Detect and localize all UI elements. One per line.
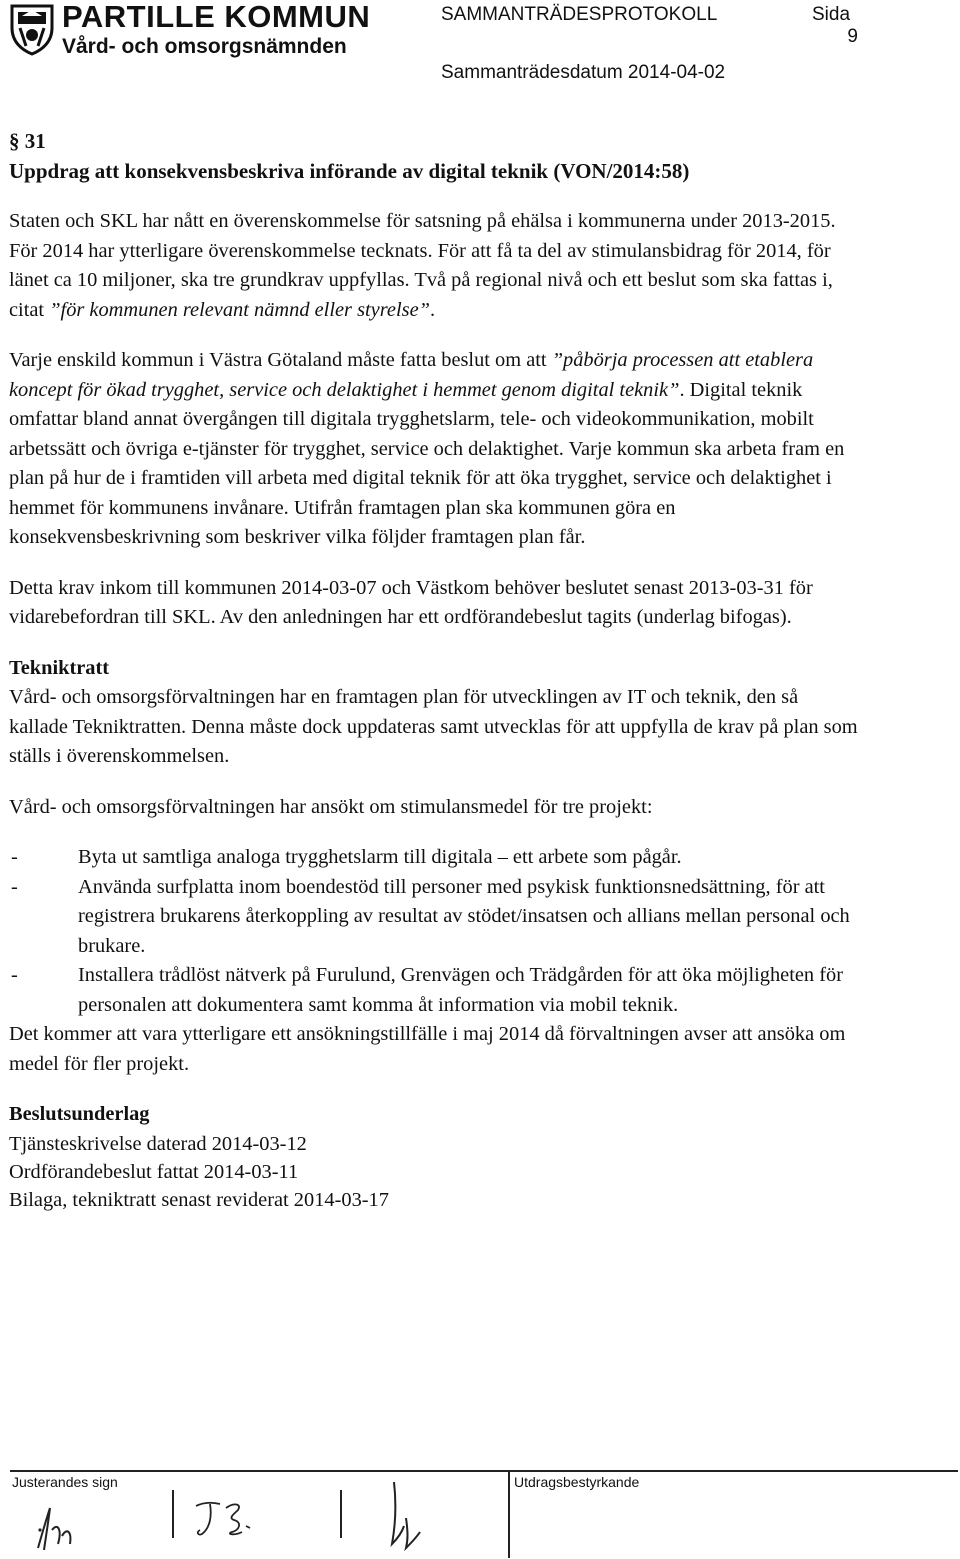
list-item: - Installera trådlöst nätverk på Furulund, Grenvägen och Trädgården för att öka möjligheten för personalen att dokumentera samt komma åt information via mobil teknik. <box>9 961 859 1020</box>
organization-name: PARTILLE KOMMUN <box>62 0 371 34</box>
municipality-coat-of-arms-icon <box>6 2 58 56</box>
list-item: Bilaga, tekniktratt senast reviderat 2014-03-17 <box>9 1188 389 1211</box>
document-type: SAMMANTRÄDESPROTOKOLL <box>441 4 718 25</box>
paragraph-tekniktratt: Vård- och omsorgsförvaltningen har en framtagen plan för utvecklingen av IT och teknik, den så kallade Tekniktratten. Denna måste dock uppdateras samt utvecklas för att uppfylla de krav på plan som ställs i överenskommelsen. <box>9 686 858 767</box>
paragraph-background-text: Staten och SKL har nått en överenskommelse för satsning på ehälsa i kommunerna under 2013-2015. För 2014 har ytterligare överenskommelse tecknats. För att få ta del av stimulansbidrag för 2014, för länet ca 10 miljoner, ska tre grundkrav uppfyllas. Två på regional nivå och ett beslut som ska fattas i, citat <box>9 210 836 321</box>
committee-name: Vård- och omsorgsnämnden <box>62 35 347 58</box>
signature-initials-2 <box>190 1496 270 1549</box>
list-item: Ordförandebeslut fattat 2014-03-11 <box>9 1160 299 1183</box>
project-list <box>9 843 859 1020</box>
paragraph-requirement <box>9 346 859 553</box>
page-label: Sida <box>812 4 851 25</box>
signature-initials-1 <box>28 1500 88 1559</box>
paragraph-requirement-quote: ”påbörja processen att etablera koncept för ökad trygghet, service och delaktighet i hemmet genom digital teknik” <box>9 349 814 401</box>
list-item: - Använda surfplatta inom boendestöd till personer med psykisk funktionsnedsättning, för att registrera brukarens återkoppling av resultat av stödet/insatsen och allians mellan personal och brukare. <box>9 873 859 962</box>
paragraph-requirement-start: Varje enskild kommun i Västra Götaland måste fatta beslut om att <box>9 349 552 371</box>
signature-separator <box>508 1470 510 1558</box>
subheading-tekniktratt: Tekniktratt <box>9 656 110 679</box>
list-item: - Byta ut samtliga analoga trygghetslarm till digitala – ett arbete som pågår. <box>9 843 859 873</box>
subheading-beslutsunderlag: Beslutsunderlag <box>9 1103 150 1125</box>
paragraph-requirement-rest: . Digital teknik omfattar bland annat övergången till digitala trygghetslarm, tele- och videokommunikation, mobilt arbetssätt och övriga e-tjänster för trygghet, service och delaktighet. Varje kommun ska arbeta fram en plan på hur de i framtiden vill arbeta med digital teknik för att öka trygghet, service och delaktighet i hemmet för kommunens invånare. Utifrån framtagen plan ska kommunen göra en konsekvensbeskrivning som beskriver vilka följder framtagen plan får. <box>9 378 845 548</box>
decision-documents <box>9 1130 859 1214</box>
page-number: 9 <box>847 26 858 47</box>
protocol-body <box>9 127 859 1214</box>
footer-divider <box>10 1470 958 1472</box>
meeting-date: Sammanträdesdatum 2014-04-02 <box>441 62 726 83</box>
paragraph-next-application: Det kommer att vara ytterligare ett ansökningstillfälle i maj 2014 då förvaltningen avser att ansöka om medel för fler projekt. <box>9 1023 846 1075</box>
utdragsbestyrkande-label: Utdragsbestyrkande <box>514 1474 640 1490</box>
signature-separator <box>340 1490 342 1538</box>
paragraph-background-quote: ”för kommunen relevant nämnd eller styrelse” <box>49 298 430 321</box>
paragraph-background-end: . <box>429 298 436 321</box>
signature-initials-3 <box>378 1478 438 1559</box>
list-item: Tjänsteskrivelse daterad 2014-03-12 <box>9 1132 307 1155</box>
paragraph-background <box>9 207 859 325</box>
paragraph-deadline: Detta krav inkom till kommunen 2014-03-07 och Västkom behöver beslutet senast 2013-03-31 för vidarebefordran till SKL. Av den anledningen har ett ordförandebeslut tagits (underlag bifogas). <box>9 576 813 628</box>
paragraph-projects-intro: Vård- och omsorgsförvaltningen har ansökt om stimulansmedel för tre projekt: <box>9 795 653 818</box>
signature-separator <box>172 1490 174 1538</box>
section-number: § 31 <box>9 129 46 153</box>
section-title: Uppdrag att konsekvensbeskriva införande av digital teknik (VON/2014:58) <box>9 159 690 183</box>
justerandes-sign-label: Justerandes sign <box>12 1474 118 1490</box>
